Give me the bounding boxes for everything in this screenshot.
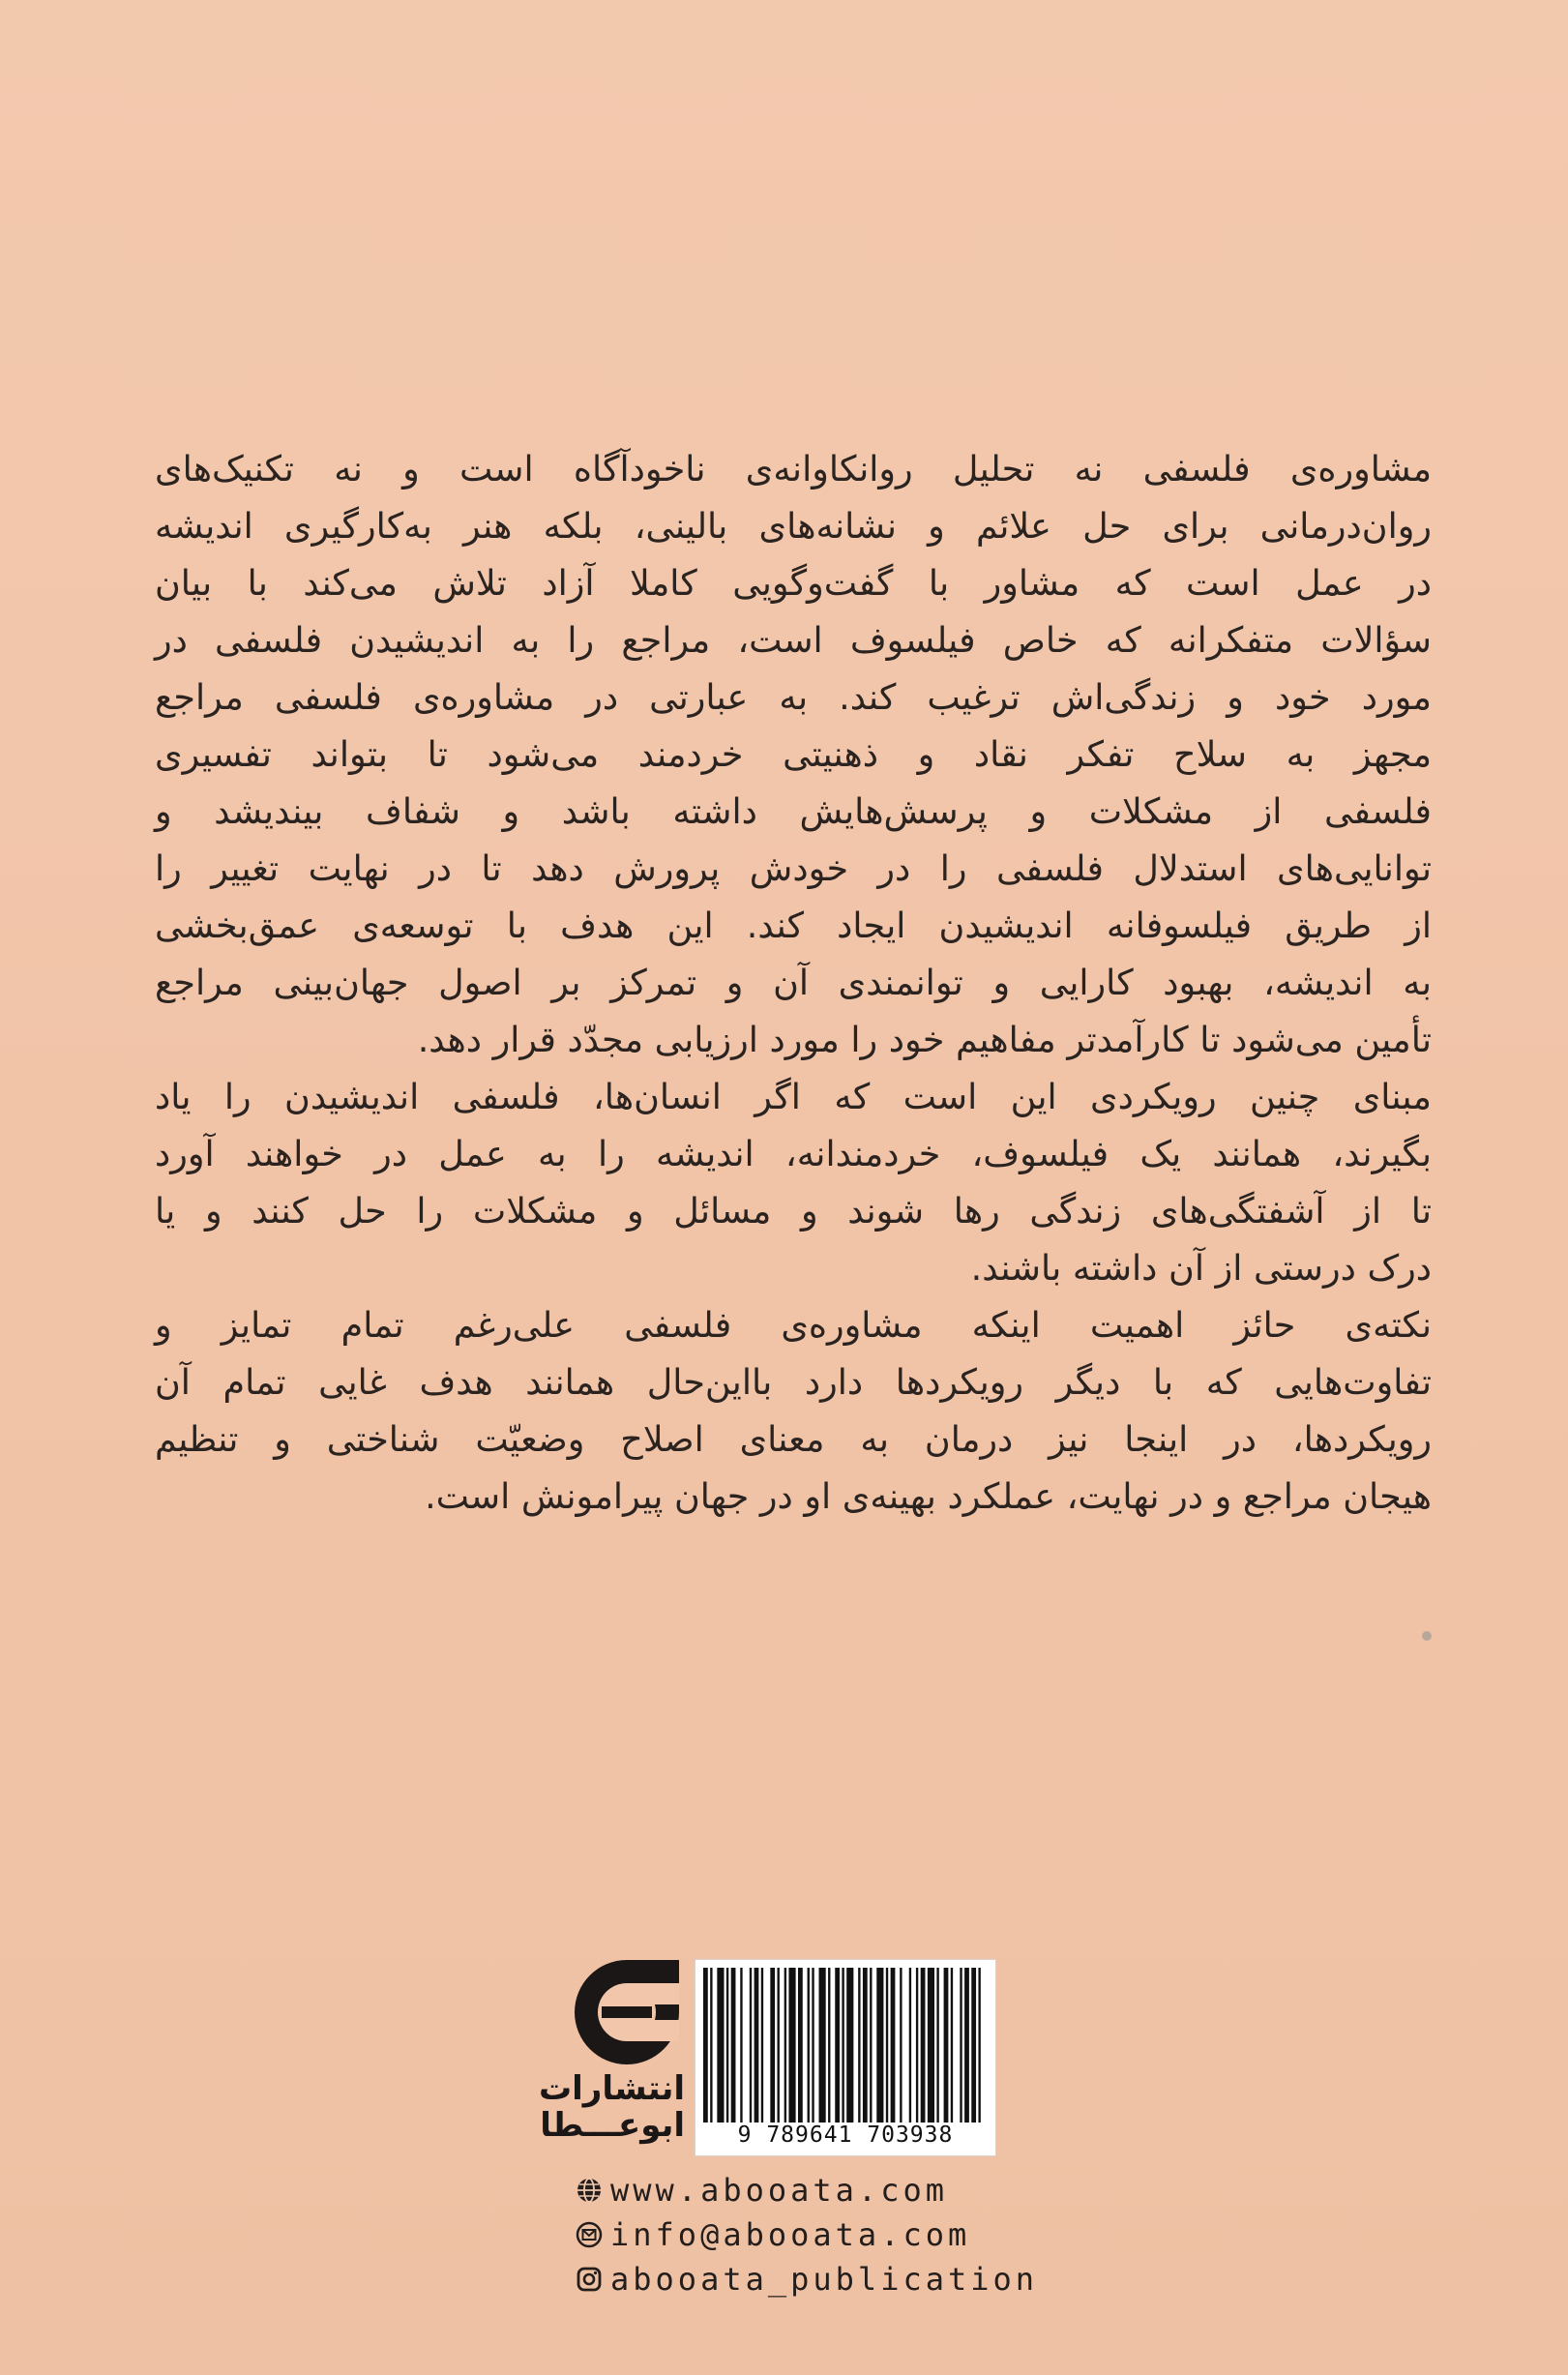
website-link[interactable]: www.abooata.com <box>610 2172 948 2209</box>
barcode-bar <box>777 1968 779 2123</box>
blurb-line: فلسفی از مشکلات و پرسش‌هایش داشته باشد و شفاف بیندیشد و <box>155 790 1432 832</box>
barcode-bar <box>828 1968 830 2123</box>
barcode-bar <box>900 1968 902 2123</box>
blurb-line: بگیرند، همانند یک فیلسوف، خردمندانه، اندیشه را به عمل در خواهند آورد <box>155 1133 1432 1174</box>
blurb-line: سؤالات متفکرانه که خاص فیلسوف است، مراجع را به اندیشیدن فلسفی در <box>155 619 1432 661</box>
barcode-bar <box>971 1968 976 2123</box>
barcode-bar <box>842 1968 843 2123</box>
isbn-digits: 9 789641 703938 <box>737 2123 954 2148</box>
barcode-bar <box>819 1968 826 2123</box>
blurb-line: هیجان مراجع و در نهایت، عملکرد بهینه‌ی او در جهان پیرامونش است. <box>425 1475 1432 1517</box>
barcode-bar <box>909 1968 911 2123</box>
blurb-line: مورد خود و زندگی‌اش ترغیب کند. به عبارتی در مشاوره‌ی فلسفی مراجع <box>155 676 1432 718</box>
blurb-paragraph-2 <box>155 1068 1432 1296</box>
email-link[interactable]: info@abooata.com <box>610 2216 971 2253</box>
publisher-name-line-1: انتشارات <box>538 2069 685 2108</box>
barcode-bar <box>964 1968 969 2123</box>
barcode-bar <box>928 1968 934 2123</box>
blurb-line: از طریق فیلسوفانه اندیشیدن ایجاد کند. این هدف با توسعه‌ی عمق‌بخشی <box>155 905 1432 946</box>
barcode-bar <box>858 1968 860 2123</box>
barcode-bar <box>870 1968 872 2123</box>
barcode-bar <box>808 1968 810 2123</box>
publisher-name <box>538 2069 685 2145</box>
barcode-bar <box>876 1968 883 2123</box>
blurb-line: مجهز به سلاح تفکر نقاد و ذهنیتی خردمند می‌شود تا بتواند تفسیری <box>155 733 1432 775</box>
barcode-bar <box>740 1968 742 2123</box>
blurb-line: مشاوره‌ی فلسفی نه تحلیل روانکاوانه‌ی ناخودآگاه است و نه تکنیک‌های <box>155 448 1432 490</box>
barcode-bar <box>891 1968 896 2123</box>
blurb-line: در عمل است که مشاور با گفت‌وگویی کاملا آزاد تلاش می‌کند با بیان <box>155 562 1432 604</box>
blurb-line: مبنای چنین رویکردی این است که اگر انسان‌ها، فلسفی اندیشیدن را یاد <box>155 1076 1432 1117</box>
blurb-line: تفاوت‌هایی که با دیگر رویکردها دارد بااین‌حال همانند هدف غایی تمام آن <box>155 1361 1432 1403</box>
barcode-bar <box>788 1968 795 2123</box>
barcode-bar <box>770 1968 775 2123</box>
barcode-bar <box>835 1968 840 2123</box>
blurb-line: رویکردها، در اینجا نیز درمان به معنای اصلاح وضعیّت شناختی و تنظیم <box>155 1418 1432 1460</box>
instagram-handle[interactable]: abooata_publication <box>610 2261 1039 2298</box>
blurb-line: به اندیشه، بهبود کارایی و توانمندی آن و تمرکز بر اصول جهان‌بینی مراجع <box>155 962 1432 1003</box>
blurb-line: تا از آشفتگی‌های زندگی رها شوند و مسائل و مشکلات را حل کنند و یا <box>155 1190 1432 1232</box>
barcode-bar <box>761 1968 763 2123</box>
barcode-bar <box>960 1968 962 2123</box>
blurb-line: درک درستی از آن داشته باشند. <box>970 1247 1432 1289</box>
cover-footer <box>0 1954 1568 2375</box>
blurb-paragraph-3 <box>155 1296 1432 1525</box>
blurb-line: توانایی‌های استدلال فلسفی را در خودش پرورش دهد تا در نهایت تغییر را <box>155 847 1432 889</box>
barcode-bar <box>750 1968 752 2123</box>
barcode-bar <box>798 1968 803 2123</box>
email-row[interactable] <box>576 2213 1156 2256</box>
barcode-bar <box>784 1968 786 2123</box>
barcode-bar <box>886 1968 888 2123</box>
abooata-logo-icon <box>569 1954 685 2070</box>
publisher-logo <box>538 1954 685 2148</box>
barcode-bar <box>717 1968 724 2123</box>
instagram-row[interactable] <box>576 2258 1156 2301</box>
instagram-icon <box>576 2266 603 2293</box>
barcode-bar <box>936 1968 938 2123</box>
barcode-bar <box>916 1968 918 2123</box>
isbn-barcode-icon <box>703 1968 988 2123</box>
barcode-bar <box>846 1968 853 2123</box>
website-row[interactable] <box>576 2169 1156 2212</box>
barcode-bar <box>731 1968 736 2123</box>
barcode-bar <box>812 1968 814 2123</box>
barcode-bar <box>726 1968 728 2123</box>
globe-icon <box>576 2177 603 2204</box>
barcode-bar <box>863 1968 868 2123</box>
barcode-bar <box>703 1968 708 2123</box>
barcode-bar <box>951 1968 953 2123</box>
decorative-dot <box>1422 1631 1432 1641</box>
publisher-contacts <box>576 2169 1156 2302</box>
barcode-bar <box>978 1968 980 2123</box>
barcode-bar <box>754 1968 759 2123</box>
barcode-bar <box>710 1968 712 2123</box>
blurb-line: تأمین می‌شود تا کارآمدتر مفاهیم خود را مورد ارزیابی مجدّد قرار دهد. <box>417 1019 1432 1060</box>
publisher-name-line-2: ابوعـــطا <box>540 2106 685 2145</box>
barcode-bar <box>944 1968 949 2123</box>
blurb-paragraph-1 <box>155 440 1432 1068</box>
isbn-barcode <box>695 1959 996 2156</box>
blurb-line: نکته‌ی حائز اهمیت اینکه مشاوره‌ی فلسفی علی‌رغم تمام تمایز و <box>155 1304 1432 1346</box>
blurb-line: روان‌درمانی برای حل علائم و نشانه‌های بالینی، بلکه هنر به‌کارگیری اندیشه <box>155 505 1432 547</box>
email-icon <box>576 2221 603 2248</box>
barcode-bar <box>921 1968 926 2123</box>
cover-blurb <box>155 440 1432 1525</box>
